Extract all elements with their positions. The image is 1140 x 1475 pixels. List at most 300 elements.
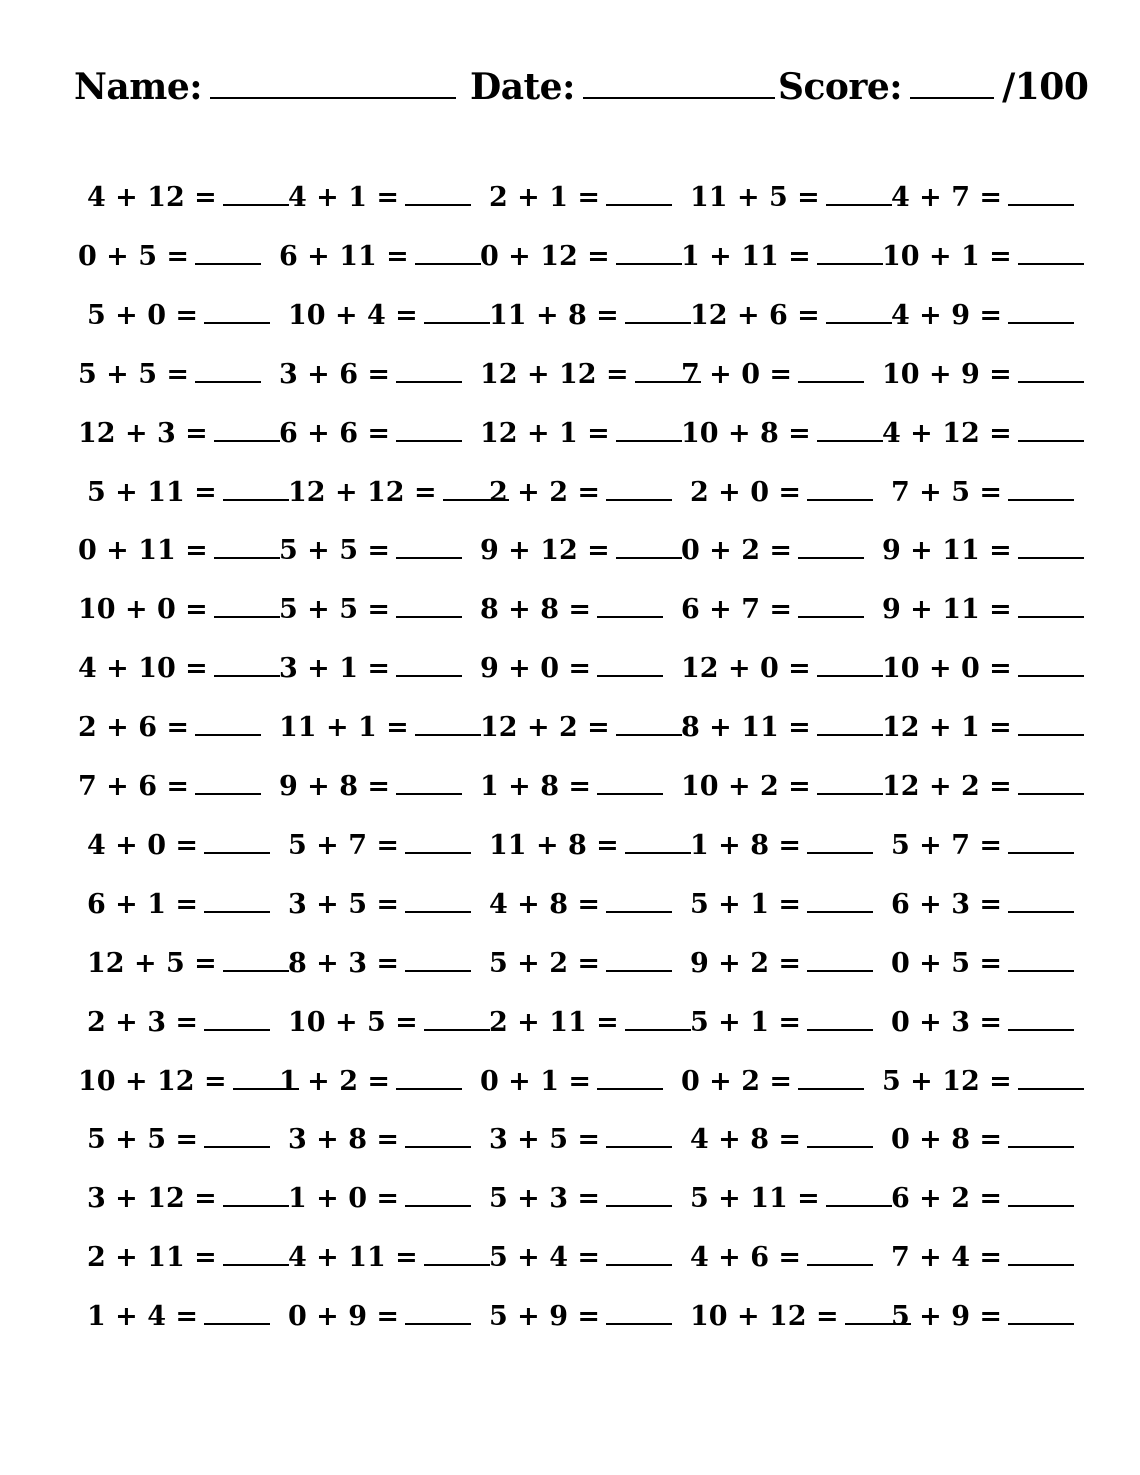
answer-blank[interactable]: [1018, 704, 1084, 736]
problem-expression: 0 + 9 =: [288, 1301, 400, 1333]
problem-expression: 5 + 5 =: [87, 1124, 199, 1156]
problem-expression: 6 + 3 =: [891, 888, 1003, 920]
problem-expression: 5 + 1 =: [690, 888, 802, 920]
problem-cell: [690, 1234, 873, 1280]
problem-expression: 1 + 2 =: [279, 1065, 391, 1097]
problem-expression: 0 + 8 =: [891, 1124, 1003, 1156]
problem-cell: [489, 822, 691, 868]
answer-blank[interactable]: [807, 999, 873, 1031]
problem-expression: 11 + 8 =: [489, 829, 619, 861]
problem-expression: 11 + 5 =: [690, 182, 820, 213]
problem-expression: 12 + 2 =: [480, 712, 610, 744]
problem-cell: [480, 233, 682, 279]
answer-blank[interactable]: [597, 586, 663, 618]
answer-blank[interactable]: [396, 586, 462, 618]
problem-cell: [690, 469, 873, 515]
problem-cell: [489, 1175, 672, 1221]
answer-blank[interactable]: [415, 704, 481, 736]
answer-blank[interactable]: [798, 586, 864, 618]
problem-expression: 4 + 12 =: [87, 182, 217, 213]
problem-expression: 12 + 0 =: [681, 653, 811, 685]
problem-expression: 10 + 2 =: [681, 771, 811, 802]
answer-blank[interactable]: [204, 822, 270, 854]
problem-expression: 0 + 3 =: [891, 1006, 1003, 1038]
problem-cell: [882, 351, 1084, 397]
problem-cell: [681, 233, 883, 279]
answer-blank[interactable]: [826, 174, 892, 206]
problem-cell: [891, 292, 1074, 338]
problem-cell: [480, 527, 682, 573]
answer-blank[interactable]: [214, 645, 280, 677]
problem-expression: 3 + 12 =: [87, 1183, 217, 1215]
problem-expression: 3 + 8 =: [288, 1124, 400, 1156]
problem-expression: 10 + 0 =: [78, 594, 208, 626]
problem-expression: 10 + 9 =: [882, 358, 1012, 390]
answer-blank[interactable]: [606, 1116, 672, 1148]
problem-cell: [288, 1175, 471, 1221]
problem-cell: [882, 704, 1084, 750]
problem-expression: 6 + 6 =: [279, 417, 391, 449]
problem-cell: [681, 410, 883, 456]
problem-cell: [690, 881, 873, 927]
answer-blank[interactable]: [606, 1175, 672, 1207]
problem-expression: 9 + 12 =: [480, 535, 610, 567]
answer-blank[interactable]: [223, 1234, 289, 1266]
problem-cell: [882, 645, 1084, 691]
answer-blank[interactable]: [807, 881, 873, 913]
problem-expression: 9 + 0 =: [480, 653, 592, 685]
problem-expression: 1 + 8 =: [690, 829, 802, 861]
problem-cell: [690, 174, 892, 220]
problem-expression: 4 + 1 =: [288, 182, 400, 213]
problem-expression: 5 + 7 =: [891, 829, 1003, 861]
problem-expression: 1 + 4 =: [87, 1301, 199, 1333]
answer-blank[interactable]: [424, 292, 490, 324]
problem-expression: 5 + 12 =: [882, 1065, 1012, 1097]
problem-cell: [288, 940, 471, 986]
problem-cell: [288, 292, 490, 338]
problem-expression: 0 + 2 =: [681, 535, 793, 567]
problem-cell: [78, 233, 261, 279]
problem-expression: 7 + 6 =: [78, 771, 190, 802]
problem-expression: 2 + 1 =: [489, 182, 601, 213]
answer-blank[interactable]: [195, 351, 261, 383]
answer-blank[interactable]: [1008, 881, 1074, 913]
problem-expression: 4 + 9 =: [891, 299, 1003, 331]
problem-cell: [288, 1293, 471, 1339]
problem-expression: 6 + 7 =: [681, 594, 793, 626]
problem-cell: [681, 1058, 864, 1104]
answer-blank[interactable]: [817, 410, 883, 442]
answer-blank[interactable]: [1008, 822, 1074, 854]
problem-expression: 10 + 5 =: [288, 1006, 418, 1038]
answer-blank[interactable]: [616, 233, 682, 265]
problem-expression: 4 + 8 =: [690, 1124, 802, 1156]
answer-blank[interactable]: [606, 1234, 672, 1266]
problem-expression: 9 + 8 =: [279, 771, 391, 802]
answer-blank[interactable]: [817, 233, 883, 265]
answer-blank[interactable]: [807, 822, 873, 854]
problem-expression: 12 + 1 =: [882, 712, 1012, 744]
answer-blank[interactable]: [798, 351, 864, 383]
problem-cell: [681, 704, 883, 750]
problem-cell: [690, 822, 873, 868]
problem-cell: [681, 645, 883, 691]
answer-blank[interactable]: [396, 410, 462, 442]
answer-blank[interactable]: [616, 527, 682, 559]
problem-expression: 5 + 0 =: [87, 299, 199, 331]
score-total: /100: [1002, 66, 1089, 108]
problem-cell: [87, 1234, 289, 1280]
problem-expression: 10 + 4 =: [288, 299, 418, 331]
problem-cell: [480, 351, 701, 397]
answer-blank[interactable]: [204, 1116, 270, 1148]
answer-blank[interactable]: [424, 999, 490, 1031]
problem-cell: [279, 351, 462, 397]
problem-cell: [279, 527, 462, 573]
problem-cell: [279, 410, 462, 456]
problem-expression: 5 + 5 =: [78, 358, 190, 390]
problem-cell: [279, 233, 481, 279]
answer-blank[interactable]: [1018, 351, 1084, 383]
answer-blank[interactable]: [606, 1293, 672, 1325]
problem-cell: [480, 586, 663, 632]
answer-blank[interactable]: [214, 527, 280, 559]
problem-expression: 10 + 12 =: [78, 1065, 227, 1097]
problem-cell: [87, 822, 270, 868]
problem-expression: 6 + 11 =: [279, 240, 409, 272]
answer-blank[interactable]: [204, 881, 270, 913]
problem-cell: [891, 999, 1074, 1045]
problem-cell: [891, 1234, 1074, 1280]
problem-expression: 7 + 4 =: [891, 1242, 1003, 1274]
problem-expression: 10 + 0 =: [882, 653, 1012, 685]
problem-cell: [78, 586, 280, 632]
answer-blank[interactable]: [606, 469, 672, 501]
problem-cell: [288, 881, 471, 927]
problem-cell: [489, 940, 672, 986]
answer-blank[interactable]: [1018, 1058, 1084, 1090]
answer-blank[interactable]: [396, 351, 462, 383]
problem-expression: 1 + 11 =: [681, 240, 811, 272]
problem-cell: [489, 469, 672, 515]
answer-blank[interactable]: [1018, 527, 1084, 559]
answer-blank[interactable]: [807, 940, 873, 972]
problem-cell: [288, 822, 471, 868]
answer-blank[interactable]: [1008, 292, 1074, 324]
problem-cell: [882, 233, 1084, 279]
problem-expression: 3 + 1 =: [279, 653, 391, 685]
answer-blank[interactable]: [396, 763, 462, 795]
problem-cell: [489, 1293, 672, 1339]
answer-blank[interactable]: [405, 822, 471, 854]
problem-cell: [882, 1058, 1084, 1104]
problem-cell: [882, 410, 1084, 456]
answer-blank[interactable]: [415, 233, 481, 265]
answer-blank[interactable]: [807, 1234, 873, 1266]
answer-blank[interactable]: [223, 469, 289, 501]
problem-cell: [891, 940, 1074, 986]
problem-cell: [891, 881, 1074, 927]
answer-blank[interactable]: [195, 763, 261, 795]
problem-expression: 5 + 5 =: [279, 594, 391, 626]
problem-expression: 4 + 6 =: [690, 1242, 802, 1274]
answer-blank[interactable]: [1008, 940, 1074, 972]
answer-blank[interactable]: [798, 1058, 864, 1090]
answer-blank[interactable]: [1018, 763, 1084, 795]
problem-cell: [891, 469, 1074, 515]
answer-blank[interactable]: [405, 174, 471, 206]
answer-blank[interactable]: [214, 410, 280, 442]
problem-cell: [690, 1175, 892, 1221]
problem-expression: 9 + 11 =: [882, 594, 1012, 626]
problem-cell: [288, 469, 509, 515]
problem-cell: [489, 1234, 672, 1280]
problem-cell: [87, 469, 289, 515]
problem-cell: [480, 763, 663, 809]
problem-cell: [882, 586, 1084, 632]
problem-expression: 6 + 2 =: [891, 1183, 1003, 1215]
problem-grid: [0, 174, 1140, 1354]
answer-blank[interactable]: [405, 940, 471, 972]
problem-cell: [681, 586, 864, 632]
answer-blank[interactable]: [606, 174, 672, 206]
answer-blank[interactable]: [798, 527, 864, 559]
problem-expression: 12 + 3 =: [78, 417, 208, 449]
answer-blank[interactable]: [204, 999, 270, 1031]
problem-expression: 4 + 7 =: [891, 182, 1003, 213]
answer-blank[interactable]: [396, 1058, 462, 1090]
problem-cell: [891, 1116, 1074, 1162]
answer-blank[interactable]: [396, 527, 462, 559]
answer-blank[interactable]: [204, 1293, 270, 1325]
problem-cell: [87, 940, 289, 986]
answer-blank[interactable]: [223, 940, 289, 972]
problem-expression: 4 + 11 =: [288, 1242, 418, 1274]
problem-expression: 0 + 12 =: [480, 240, 610, 272]
answer-blank[interactable]: [1008, 174, 1074, 206]
problem-expression: 5 + 3 =: [489, 1183, 601, 1215]
problem-cell: [681, 351, 864, 397]
answer-blank[interactable]: [807, 1116, 873, 1148]
answer-blank[interactable]: [817, 763, 883, 795]
problem-expression: 5 + 9 =: [891, 1301, 1003, 1333]
problem-cell: [288, 1234, 490, 1280]
date-blank[interactable]: [583, 67, 775, 99]
problem-expression: 10 + 8 =: [681, 417, 811, 449]
problem-expression: 3 + 5 =: [489, 1124, 601, 1156]
answer-blank[interactable]: [625, 292, 691, 324]
problem-expression: 12 + 1 =: [480, 417, 610, 449]
answer-blank[interactable]: [1008, 1116, 1074, 1148]
problem-cell: [882, 527, 1084, 573]
problem-cell: [690, 999, 873, 1045]
answer-blank[interactable]: [826, 1175, 892, 1207]
answer-blank[interactable]: [597, 1058, 663, 1090]
problem-expression: 12 + 2 =: [882, 771, 1012, 802]
problem-cell: [489, 292, 691, 338]
problem-cell: [690, 940, 873, 986]
score-label: Score:: [778, 66, 903, 108]
worksheet-header: [74, 66, 1089, 116]
problem-cell: [279, 586, 462, 632]
problem-cell: [690, 1116, 873, 1162]
answer-blank[interactable]: [195, 233, 261, 265]
answer-blank[interactable]: [616, 410, 682, 442]
problem-expression: 6 + 1 =: [87, 888, 199, 920]
problem-expression: 10 + 12 =: [690, 1301, 839, 1333]
problem-expression: 11 + 8 =: [489, 299, 619, 331]
answer-blank[interactable]: [424, 1234, 490, 1266]
answer-blank[interactable]: [807, 469, 873, 501]
date-label: Date:: [470, 66, 575, 108]
answer-blank[interactable]: [1008, 999, 1074, 1031]
answer-blank[interactable]: [817, 645, 883, 677]
problem-expression: 5 + 7 =: [288, 829, 400, 861]
problem-expression: 2 + 6 =: [78, 712, 190, 744]
answer-blank[interactable]: [1018, 233, 1084, 265]
answer-blank[interactable]: [405, 1175, 471, 1207]
problem-expression: 5 + 4 =: [489, 1242, 601, 1274]
answer-blank[interactable]: [214, 586, 280, 618]
problem-cell: [78, 351, 261, 397]
problem-expression: 0 + 11 =: [78, 535, 208, 567]
answer-blank[interactable]: [1008, 1175, 1074, 1207]
problem-expression: 8 + 8 =: [480, 594, 592, 626]
answer-blank[interactable]: [1018, 586, 1084, 618]
problem-cell: [489, 174, 672, 220]
problem-expression: 0 + 5 =: [891, 947, 1003, 979]
problem-cell: [87, 174, 289, 220]
problem-cell: [279, 704, 481, 750]
answer-blank[interactable]: [1018, 410, 1084, 442]
score-blank[interactable]: [910, 67, 994, 99]
problem-expression: 5 + 9 =: [489, 1301, 601, 1333]
answer-blank[interactable]: [616, 704, 682, 736]
problem-expression: 12 + 5 =: [87, 947, 217, 979]
problem-cell: [279, 763, 462, 809]
date-section: [470, 66, 775, 108]
problem-expression: 2 + 2 =: [489, 476, 601, 508]
problem-cell: [78, 704, 261, 750]
problem-expression: 4 + 10 =: [78, 653, 208, 685]
problem-expression: 12 + 12 =: [288, 476, 437, 508]
problem-cell: [690, 1293, 911, 1339]
problem-cell: [288, 1116, 471, 1162]
problem-expression: 5 + 11 =: [690, 1183, 820, 1215]
problem-expression: 1 + 8 =: [480, 771, 592, 802]
problem-cell: [279, 1058, 462, 1104]
problem-expression: 5 + 11 =: [87, 476, 217, 508]
problem-expression: 8 + 11 =: [681, 712, 811, 744]
problem-expression: 3 + 6 =: [279, 358, 391, 390]
problem-cell: [891, 1175, 1074, 1221]
problem-cell: [78, 763, 261, 809]
problem-cell: [891, 174, 1074, 220]
problem-cell: [87, 1116, 270, 1162]
problem-cell: [78, 410, 280, 456]
answer-blank[interactable]: [606, 881, 672, 913]
answer-blank[interactable]: [223, 174, 289, 206]
problem-expression: 8 + 3 =: [288, 947, 400, 979]
problem-cell: [87, 292, 270, 338]
answer-blank[interactable]: [204, 292, 270, 324]
problem-cell: [882, 763, 1084, 809]
problem-cell: [87, 881, 270, 927]
answer-blank[interactable]: [1018, 645, 1084, 677]
answer-blank[interactable]: [396, 645, 462, 677]
problem-expression: 4 + 12 =: [882, 417, 1012, 449]
problem-expression: 3 + 5 =: [288, 888, 400, 920]
answer-blank[interactable]: [597, 763, 663, 795]
problem-cell: [891, 1293, 1074, 1339]
answer-blank[interactable]: [1008, 469, 1074, 501]
problem-expression: 7 + 0 =: [681, 358, 793, 390]
answer-blank[interactable]: [405, 1116, 471, 1148]
problem-expression: 0 + 1 =: [480, 1065, 592, 1097]
problem-expression: 4 + 8 =: [489, 888, 601, 920]
problem-cell: [489, 1116, 672, 1162]
answer-blank[interactable]: [817, 704, 883, 736]
problem-cell: [288, 999, 490, 1045]
problem-expression: 1 + 0 =: [288, 1183, 400, 1215]
problem-expression: 0 + 2 =: [681, 1065, 793, 1097]
problem-cell: [87, 1293, 270, 1339]
problem-cell: [480, 410, 682, 456]
problem-expression: 12 + 6 =: [690, 299, 820, 331]
answer-blank[interactable]: [625, 822, 691, 854]
problem-expression: 9 + 11 =: [882, 535, 1012, 567]
problem-cell: [489, 881, 672, 927]
answer-blank[interactable]: [625, 999, 691, 1031]
name-blank[interactable]: [210, 67, 456, 99]
problem-cell: [891, 822, 1074, 868]
name-section: [74, 66, 456, 108]
answer-blank[interactable]: [826, 292, 892, 324]
problem-expression: 7 + 5 =: [891, 476, 1003, 508]
problem-expression: 0 + 5 =: [78, 240, 190, 272]
answer-blank[interactable]: [1008, 1293, 1074, 1325]
answer-blank[interactable]: [606, 940, 672, 972]
problem-cell: [489, 999, 691, 1045]
problem-expression: 5 + 2 =: [489, 947, 601, 979]
answer-blank[interactable]: [195, 704, 261, 736]
problem-cell: [78, 1058, 299, 1104]
name-label: Name:: [74, 66, 203, 108]
problem-expression: 2 + 0 =: [690, 476, 802, 508]
problem-cell: [78, 527, 280, 573]
problem-expression: 4 + 0 =: [87, 829, 199, 861]
answer-blank[interactable]: [597, 645, 663, 677]
problem-cell: [480, 645, 663, 691]
problem-cell: [87, 999, 270, 1045]
problem-expression: 2 + 11 =: [489, 1006, 619, 1038]
problem-expression: 2 + 11 =: [87, 1242, 217, 1274]
problem-expression: 5 + 5 =: [279, 535, 391, 567]
problem-expression: 2 + 3 =: [87, 1006, 199, 1038]
problem-cell: [78, 645, 280, 691]
answer-blank[interactable]: [223, 1175, 289, 1207]
problem-cell: [681, 527, 864, 573]
answer-blank[interactable]: [405, 1293, 471, 1325]
problem-expression: 9 + 2 =: [690, 947, 802, 979]
problem-cell: [681, 763, 883, 809]
problem-cell: [480, 704, 682, 750]
answer-blank[interactable]: [1008, 1234, 1074, 1266]
answer-blank[interactable]: [405, 881, 471, 913]
problem-expression: 5 + 1 =: [690, 1006, 802, 1038]
problem-cell: [87, 1175, 289, 1221]
